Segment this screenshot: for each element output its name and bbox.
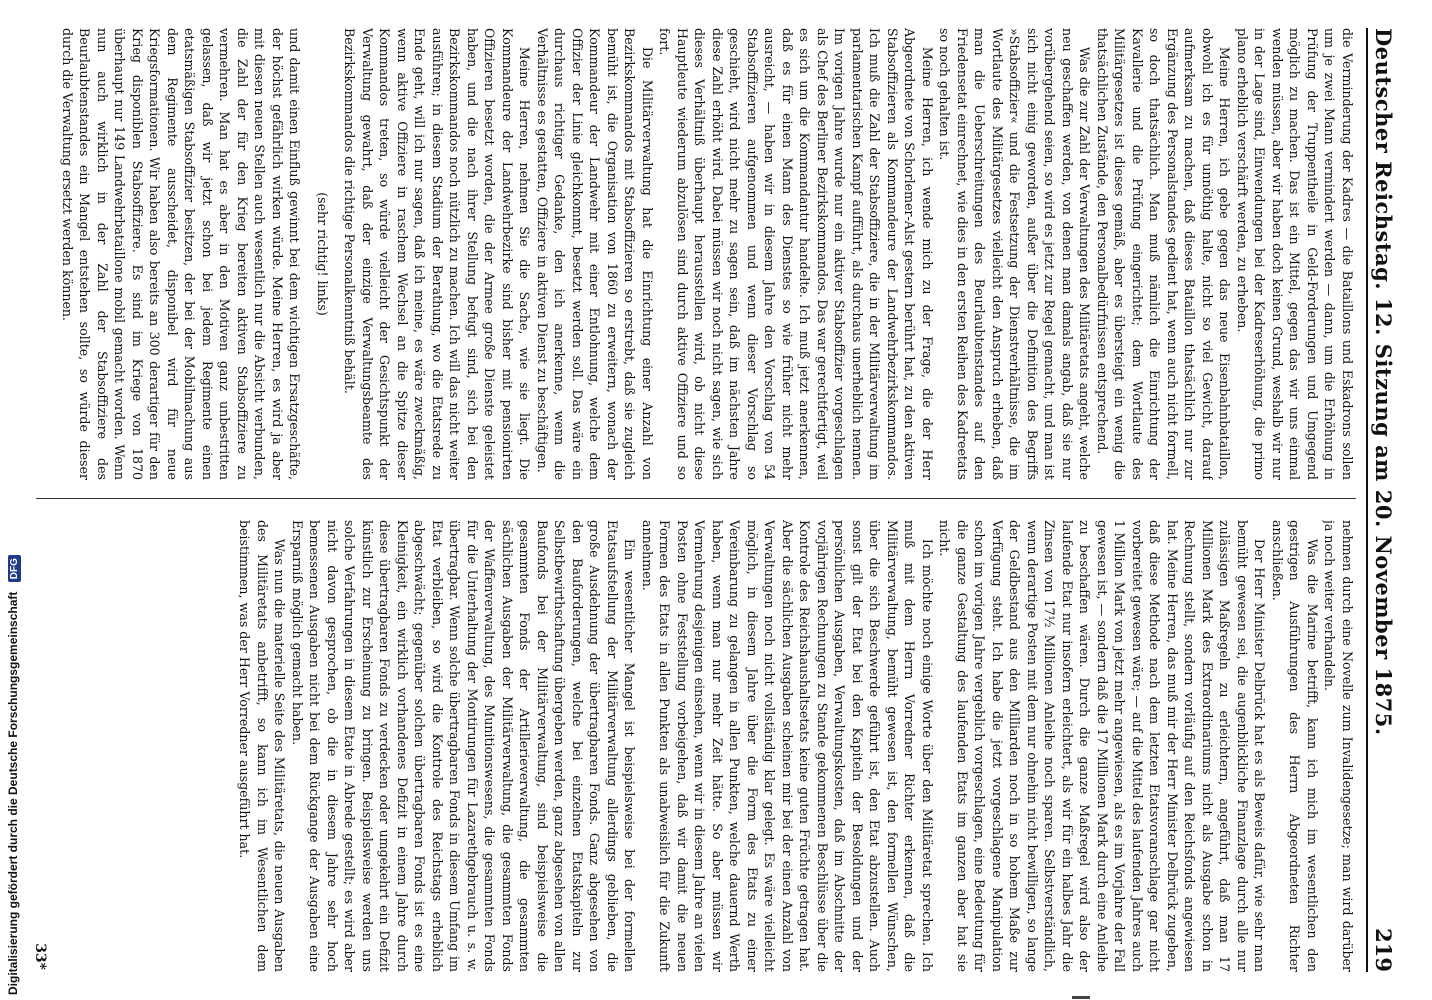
credit-text: Digitalisierung gefördert durch die Deutsche Forschungsgemeinschaft [6, 591, 20, 995]
paragraph: Meine Herren, ich gebe gegen das neue Eisenbahnbataillon, obwohl ich es für unnöthig halte, nicht so viel Gewicht, darauf aufmerksam zu machen, daß dieses Bataillon thatsächlich nur zur Ergänzung des Personalstandes gedient hat, wenn auch nicht formell, so doch thatsächlich. Man muß nämlich die Einrichtung der Kavallerie und die Prüfung eingerichtet; dem Wortlaute des Militärgesetzes ist dieses gemäß, aber es übersteigt ein wenig die thatsächlichen Zustände, den Personalbedürfnissen entsprechend. [1095, 28, 1233, 480]
paragraph: Ich möchte noch einige Worte über den Militäretat sprechen. Ich muß mit dem Herrn Vorredner Richter erkennen, daß die Militärverwaltung, bemüht gewesen ist, den formellen Wünschen, über die sich Beschwerde geführt ist, den Etat abzustellen. Auch sonst gilt der Etat bei den Kapiteln der Besoldungen und der persönlichen Ausgaben, Verwaltungskosten, daß im Abschnitte der vorjährigen Rechnungen zu Stande gekommenen Beschlüsse über die Kontrole des Reichshaushaltsetats keine guten Früchte getragen hat. Aber die sächlichen Ausgaben scheinen mir bei der einen Anzahl von Verwaltungen noch nicht vollständig klar gelegt. Es wäre vielleicht möglich, in diesem Jahre über die Form des Etats zu einer Vereinbarung zu gelangen in allen Punkten, welche dauernd Werth haben, wenn man nur mehr Zeit hätte. So aber müssen wir Vermehrung desjenigen einsehen, wenn wir in diesem Jahre an vielen Posten ohne Feststellung vorbeigehen, daß wir damit die neuen Formen des Etats in allen Punkten als unabweislich für die Zukunft annehmen. [640, 520, 935, 972]
digitization-credit [6, 555, 21, 995]
document-sheet [16, 0, 1416, 1000]
page-header [1366, 28, 1398, 972]
paragraph: Meine Herren, ich wende mich zu der Frage, die der Herr Abgeordnete von Schorlemer-Alst gestern berührt hat, zu den aktiven Stabsoffizieren als Kommandeure der Landwehrbezirkskommandos. Ich muß die Zahl der Stabsoffiziere, die in der Militärverwaltung im parlamentarischen Kampf aufführt, als durchaus unerheblich nennen. Im vorigen Jahre wurde nur ein aktiver Stabsoffizier vorgeschlagen als Chef des Berliner Bezirkskommandos. Das war gerechtfertigt, weil es sich um die Kommandantur handelte. Ich muß jetzt anerkennen, daß es für einen Mann des Dienstes so wie früher nicht mehr ausreicht, — haben wir in diesem Jahre den Vorschlag von 54 Stabsoffizieren aufgenommen und wenn dieser Vorschlag so geschieht, wird nicht mehr zu sagen sein, daß im nächsten Jahre diese Zahl erhöht wird. Dabei müssen wir noch nicht sagen, wie sich dieses Verhältniß überhaupt herausstellen wird, ob nicht diese Hauptleute wiederum abzulösen sind durch aktive Offiziere und so fort. [657, 28, 935, 480]
page-number: 219 [1371, 928, 1396, 972]
paragraph: Was die Marine betrifft, kann ich mich im wesentlichen den gestrigen Ausführungen des Herrn Abgeordneten Richter anschließen. [1270, 520, 1320, 972]
paragraph: Meine Herren, nehmen Sie die Sache, wie sie liegt. Die Kommandeure der Landwehrbezirke sind bisher mit pensionirten Offizieren besetzt worden, die der Armee große Dienste geleistet haben, und die nach ihrer Stellung befugt sind, sich bei den Bezirkskommandos noch nützlich zu machen. Ich will das nicht weiter ausführen; in diesem Stadium der Berathung, wo die Etatsrede zu Ende geht, will ich nur sagen, daß ich meine, es wäre zweckmäßig, wenn aktive Offiziere in raschem Wechsel an die Spitze dieser Kommandos treten, so würde vielleicht der Gesichtspunkt der Verwaltung gewahrt, daß der einzige Verwaltungsbeamte des Bezirkskommandos die richtige Personalkenntniß behält. [342, 28, 533, 480]
paragraph: nehmen durch eine Novelle zum Invalidengesetze; man wird darüber ja noch weiter verhandeln. [1322, 520, 1355, 972]
paragraph: Der Herr Minister Delbrück hat es als Beweis dafür, wie sehr man bemüht gewesen sei, die augenblickliche Finanzlage durch alle nur zulässigen Maßregeln zu erleichtern, angeführt, daß man 17 Millionen Mark des Extraordinariums nicht als Ausgabe schon in Rechnung stellt, sondern vorläufig auf den Reichsfonds angewiesen hat. Meine Herren, das muß mir der Herr Minister Delbrück zugeben, daß diese Methode nach dem letzten Etatsvoranschlage gar nicht vorbereitet gewesen wäre; — auf die Mittel des laufenden Jahres auch 1 Million Mark von jetzt mehr angewiesen, als es im Vorjahre der Fall gewesen ist, — sondern daß die 17 Millionen Mark durch eine Anleihe zu beschaffen wären. Durch die ganze Maßregel wird also der laufende Etat nur insofern erleichtert, als wir für ein halbes Jahr die Zinsen von 17½ Millionen Anleihe noch sparen. Selbstverständlich, wenn derartige Posten mit dem nur ohnehin nicht bewilligen, so lange der Geldbestand aus den Milliarden noch in so hohem Maße zur Verfügung steht. Ich habe die jetzt vorgeschlagene Manipulation schon im vorigen Jahre vergeblich vorgeschlagen, eine Bedeutung für die ganze Gestaltung des laufenden Etats im ganzen aber hat sie nicht. [937, 520, 1268, 972]
paragraph: Ein wesentlicher Mangel ist beispielsweise bei der formellen Etatsaufstellung der Militärverwaltung allerdings geblieben, die große Ausdehnung der übertragbaren Fonds. Ganz abgesehen von den Bauforderungen, welche bei einzelnen Etatskapiteln zur Selbstbewirthschaftung übergeben werden, ganz abgesehen von allen Baufonds bei der Militärverwaltung, sind beispielsweise die gesammten Fonds der Artillerieverwaltung, die gesammten sächlichen Ausgaben der Militärverwaltung, die gesammten Fonds der Waffenverwaltung, des Munitionswesens, die gesammten Fonds für die Unterhaltung der Montirungen für Lazarethgebrauch u. s. w. übertragbar. Wenn solche übertragbaren Fonds in diesem Umfang im Etat verbleiben, so wird die Kontrole des Reichstags erheblich abgeschwächt; gegenüber solchen übertragbaren Fonds ist es eine Kleinigkeit, ein wirklich vorhandenes Defizit in einem Jahre durch diese übertragbaren Fonds zu verdecken oder umgekehrt ein Defizit künstlich zur Erscheinung zu bringen. Beispielsweise werden uns solche Verfahrungen in diesem Etate in Abrede gestellt; es wird aber nicht davon gesprochen, ob die in diesem Jahre sehr hoch bemessenen Ausgaben nicht bei dem Rückgange der Ausgaben eine Ersparniß möglich gemacht haben. [290, 520, 638, 972]
column-divider [36, 498, 1356, 499]
paragraph: Was nun die materielle Seite des Militäretats, die neuen Ausgaben des Militäretats anbetrifft, so kann ich im Wesentlichen dem beistimmen, was der Herr Vorredner ausgeführt hat. [237, 520, 288, 972]
signature-mark: 33* [32, 943, 48, 970]
scan-edge-mark [1072, 996, 1090, 999]
dfg-logo-icon: DFG [8, 555, 21, 582]
header-title: Deutscher Reichstag. 12. Sitzung am 20. November 1875. [1371, 28, 1396, 736]
interjection: (sehr richtig! links) [315, 192, 330, 316]
paragraph: Was die zur Zahl der Verwaltungen des Militäretats angeht, welche neu geschaffen werden, von denen man damals angab, daß sie nur vorübergehend seien, so wird es jetzt zur Regel gemacht, und man ist sich nicht einig geworden, außer über die Definition des Begriffs »Stabsoffizier« und die Festsetzung der Dienstverhältnisse, die im Wortlaute des Militärgesetzes vielleicht den Anspruch erheben, daß man die Ueberschreitungen des Beurlaubtenstandes auf den Friedensetat einrechnet, wie dies in den ersten Reihen des Kadreetats so noch gehalten ist. [937, 28, 1093, 480]
paragraph: Die Militärverwaltung hat die Einrichtung einer Anzahl von Bezirkskommandos mit Stabsoffizieren so erstrebt, daß sie zugleich bemüht ist, die Organisation von 1860 zu erweitern, wonach der Kommandeur der Landwehr mit einer Entlohnung, welche dem Offizier der Linie gleichkommt, besetzt werden soll. Das wäre ein durchaus richtiger Gedanke, den ich anerkenne, wenn die Verhältnisse es gestatten, Offiziere in aktiven Dienst zu beschäftigen. [535, 28, 655, 480]
text-column-left [26, 28, 1356, 480]
paragraph: und damit einen Einfluß gewinnt bei dem wichtigen Ersatzgeschäfte, der höchst gefährlich wirken würde. Meine Herren, es wird ja aber mit diesen neuen Stellen auch wesentlich nur die Absicht verbunden, die Zahl der für den Krieg bereiten aktiven Stabsoffiziere zu vermehren. Man hat es aber in den Motiven ganz unbestritten gelassen, daß wir jetzt schon bei jedem Regimente einen etatsmäßigen Stabsoffizier besitzen, der bei der Mobilmachung aus dem Regimente ausscheidet, disponibel wird für neue Kriegsformationen. Wir haben also bereits an 300 derartiger für den Krieg disponiblen Stabsoffiziere. Es sind im Kriege von 1870 überhaupt nur 149 Landwehrbataillone mobil gemacht worden. Wenn nun auch wirklich in der Zahl der Stabsoffiziere des Beurlaubtenstandes ein Mangel entstehen sollte, so würde dieser durch die Verwaltung ersetzt werden können. [60, 28, 303, 480]
text-column-right [26, 520, 1356, 972]
paragraph: die Verminderung der Kadres — die Bataillons und Eskadrons sollen um je zwei Mann vermindert werden — dann, um die Erhöhung in Prüfung der Truppentheile in Geld-Forderungen und Umgegend möglich zu machen. Das ist ein Mittel, gegen das wir uns einmal wenden müssen, aber wir haben doch keinen Grund, weshalb wir nur in der Lage sind, Einwendungen bei der Kadreserhöhung, die primo plano erheblich verschärft werden, zu erheben. [1235, 28, 1355, 480]
